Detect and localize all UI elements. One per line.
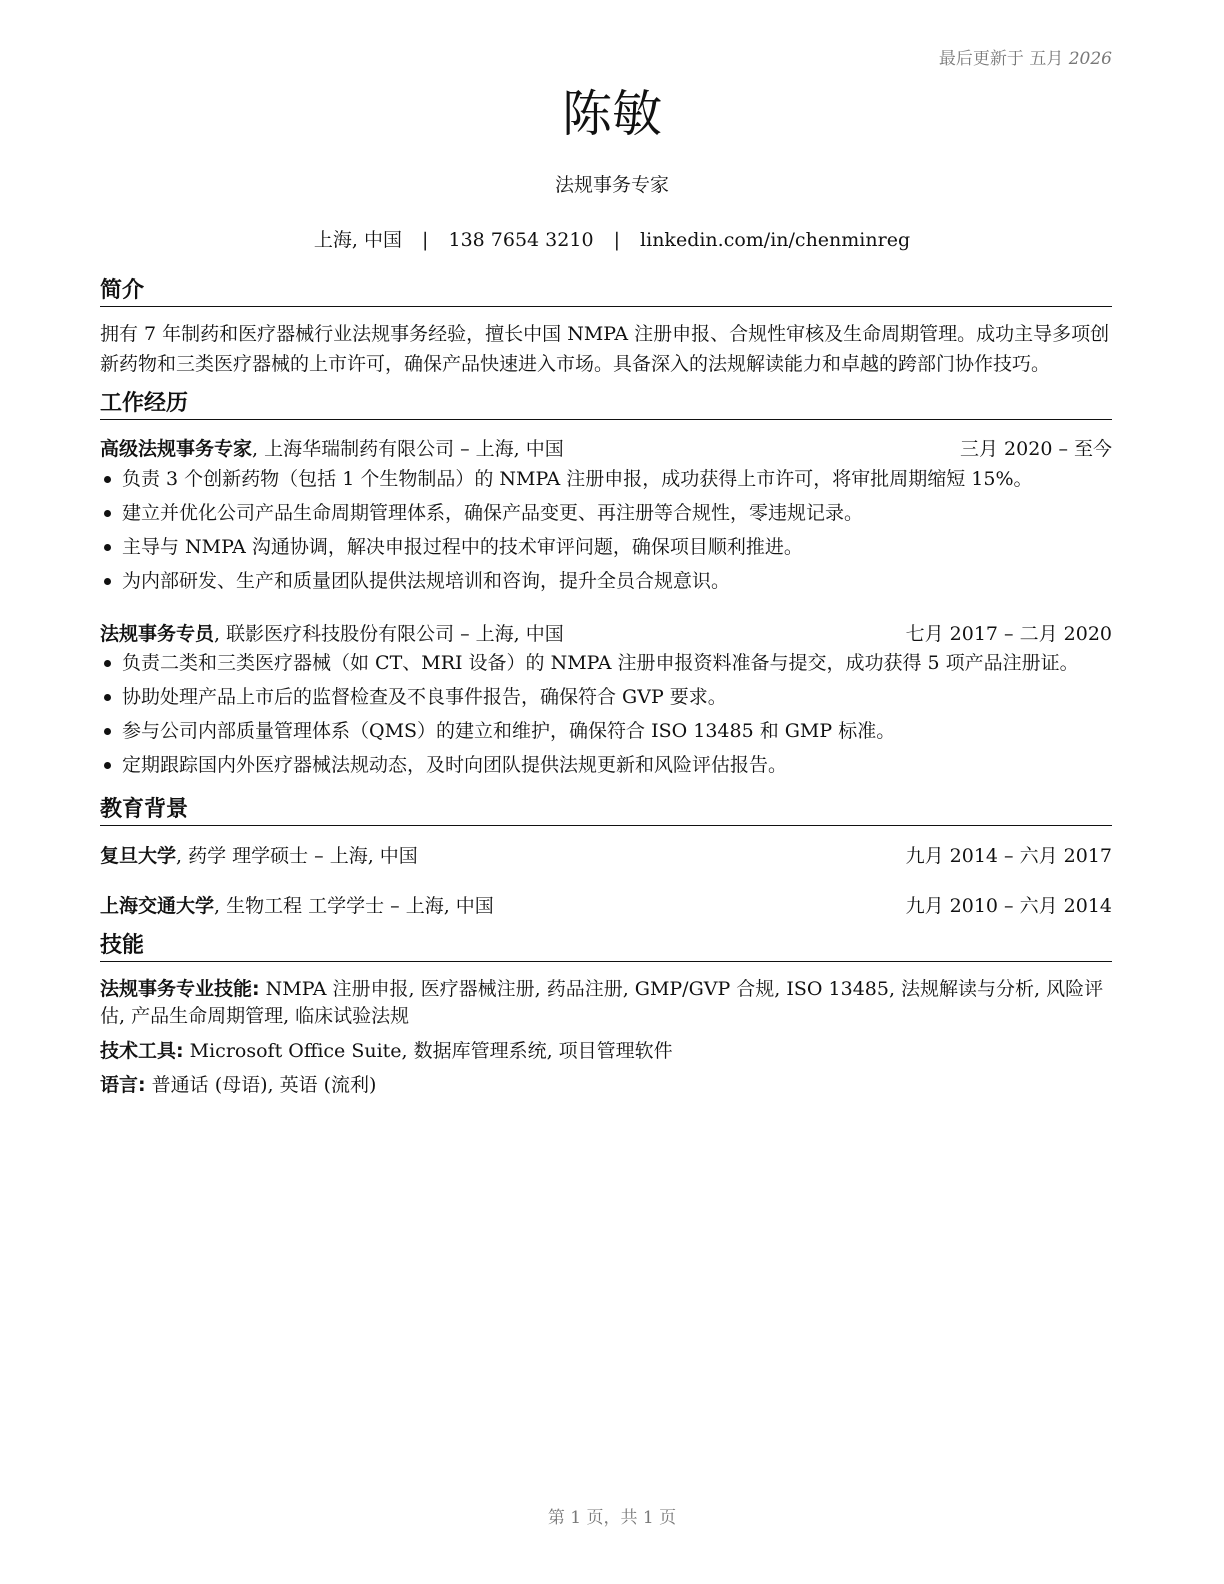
education-school: 上海交通大学 (100, 895, 215, 917)
job-dates: 七月 2017 – 二月 2020 (905, 623, 1112, 645)
contact-line (0, 225, 1224, 252)
skill-line (100, 1072, 1112, 1099)
education-dates: 九月 2010 – 六月 2014 (905, 895, 1112, 917)
job-header (100, 619, 1112, 646)
job-header (100, 434, 1112, 461)
job-title: 法规事务专家 (554, 174, 669, 196)
job-org: , 上海华瑞制药有限公司 – 上海, 中国 (252, 438, 564, 460)
skill-label: 法规事务专业技能: (100, 978, 260, 1000)
section-heading-experience: 工作经历 (100, 390, 1112, 420)
job-role: 高级法规事务专家 (100, 438, 253, 460)
contact-location: 上海, 中国 (313, 229, 402, 251)
education-dates: 九月 2014 – 六月 2017 (905, 845, 1112, 867)
list-item: 主导与 NMPA 沟通协调，解决申报过程中的技术审评问题，确保项目顺利推进。 (100, 530, 1112, 564)
candidate-name: 陈敏 (562, 85, 662, 143)
job-dates: 三月 2020 – 至今 (960, 438, 1112, 460)
summary-text: 拥有 7 年制药和医疗器械行业法规事务经验，擅长中国 NMPA 注册申报、合规性审核及生命周期管理。成功主导多项创新药物和三类医疗器械的上市许可，确保产品快速进入市场。具备深入的法规解读能力和卓越的跨部门协作技巧。 (100, 323, 1110, 375)
contact-linkedin-link[interactable]: linkedin.com/in/chenminreg (640, 229, 911, 251)
job-org: , 联影医疗科技股份有限公司 – 上海, 中国 (214, 623, 564, 645)
education-detail: , 药学 理学硕士 – 上海, 中国 (176, 845, 418, 867)
list-item: 负责 3 个创新药物（包括 1 个生物制品）的 NMPA 注册申报，成功获得上市许可，将审批周期缩短 15%。 (100, 462, 1112, 496)
contact-separator: | (613, 229, 620, 251)
list-item: 负责二类和三类医疗器械（如 CT、MRI 设备）的 NMPA 注册申报资料准备与提交，成功获得 5 项产品注册证。 (100, 646, 1112, 680)
skill-line (100, 1038, 1112, 1065)
job-role-org (100, 619, 564, 646)
list-item: 定期跟踪国内外医疗器械法规动态，及时向团队提供法规更新和风险评估报告。 (100, 748, 1112, 782)
education-school-detail (100, 841, 418, 868)
job-role-org (100, 434, 564, 461)
contact-phone: 138 7654 3210 (448, 229, 594, 251)
section-heading-skills: 技能 (100, 932, 1112, 962)
last-updated-year: 2026 (1068, 49, 1112, 69)
skill-value: Microsoft Office Suite, 数据库管理系统, 项目管理软件 (183, 1040, 673, 1062)
education-school-detail (100, 891, 494, 918)
section-heading-summary: 简介 (100, 277, 1112, 307)
section-heading-education: 教育背景 (100, 796, 1112, 826)
skill-line (100, 976, 1112, 1030)
list-item: 为内部研发、生产和质量团队提供法规培训和咨询，提升全员合规意识。 (100, 564, 1112, 598)
last-updated (939, 44, 1112, 69)
list-item: 建立并优化公司产品生命周期管理体系，确保产品变更、再注册等合规性，零违规记录。 (100, 496, 1112, 530)
skill-value: NMPA 注册申报, 医疗器械注册, 药品注册, GMP/GVP 合规, ISO 13485, 法规解读与分析, 风险评估, 产品生命周期管理, 临床试验法规 (100, 978, 1104, 1027)
education-entry (100, 841, 1112, 868)
skill-label: 技术工具: (100, 1040, 184, 1062)
contact-separator: | (422, 229, 429, 251)
job-role: 法规事务专员 (100, 623, 215, 645)
education-detail: , 生物工程 工学学士 – 上海, 中国 (214, 895, 494, 917)
education-entry (100, 891, 1112, 918)
skill-value: 普通话 (母语), 英语 (流利) (145, 1074, 377, 1096)
page-number: 第 1 页，共 1 页 (547, 1508, 677, 1528)
education-school: 复旦大学 (100, 845, 177, 867)
list-item: 协助处理产品上市后的监督检查及不良事件报告，确保符合 GVP 要求。 (100, 680, 1112, 714)
job-bullets (100, 462, 1112, 598)
list-item: 参与公司内部质量管理体系（QMS）的建立和维护，确保符合 ISO 13485 和 GMP 标准。 (100, 714, 1112, 748)
last-updated-label: 最后更新于 五月 (938, 49, 1064, 69)
skill-label: 语言: (100, 1074, 146, 1096)
job-bullets (100, 646, 1112, 782)
